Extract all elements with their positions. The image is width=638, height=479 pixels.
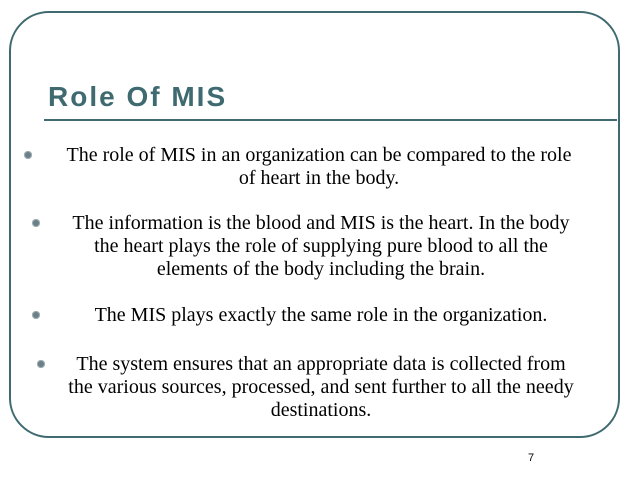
bullet-item	[62, 212, 580, 281]
bullet-dot-icon	[37, 360, 45, 368]
bullet-item	[62, 353, 580, 422]
page-number: 7	[528, 452, 535, 464]
bullet-dot-icon	[24, 151, 32, 159]
bullet-text: The information is the blood and MIS is the heart. In the body the heart plays the role of supplying pure blood to all the elements of the body including the brain.	[72, 212, 570, 280]
bullet-item	[60, 144, 578, 190]
bullet-dot-icon	[32, 219, 40, 227]
bullet-text: The system ensures that an appropriate data is collected from the various sources, processed, and sent further to all the needy destinations.	[68, 353, 574, 421]
title-underline	[44, 119, 617, 121]
bullet-dot-icon	[32, 311, 40, 319]
slide-title: Role Of MIS	[48, 81, 228, 112]
bullet-item	[62, 304, 580, 327]
bullet-text: The MIS plays exactly the same role in the organization.	[94, 304, 548, 326]
bullet-text: The role of MIS in an organization can be compared to the role of heart in the body.	[66, 144, 572, 189]
